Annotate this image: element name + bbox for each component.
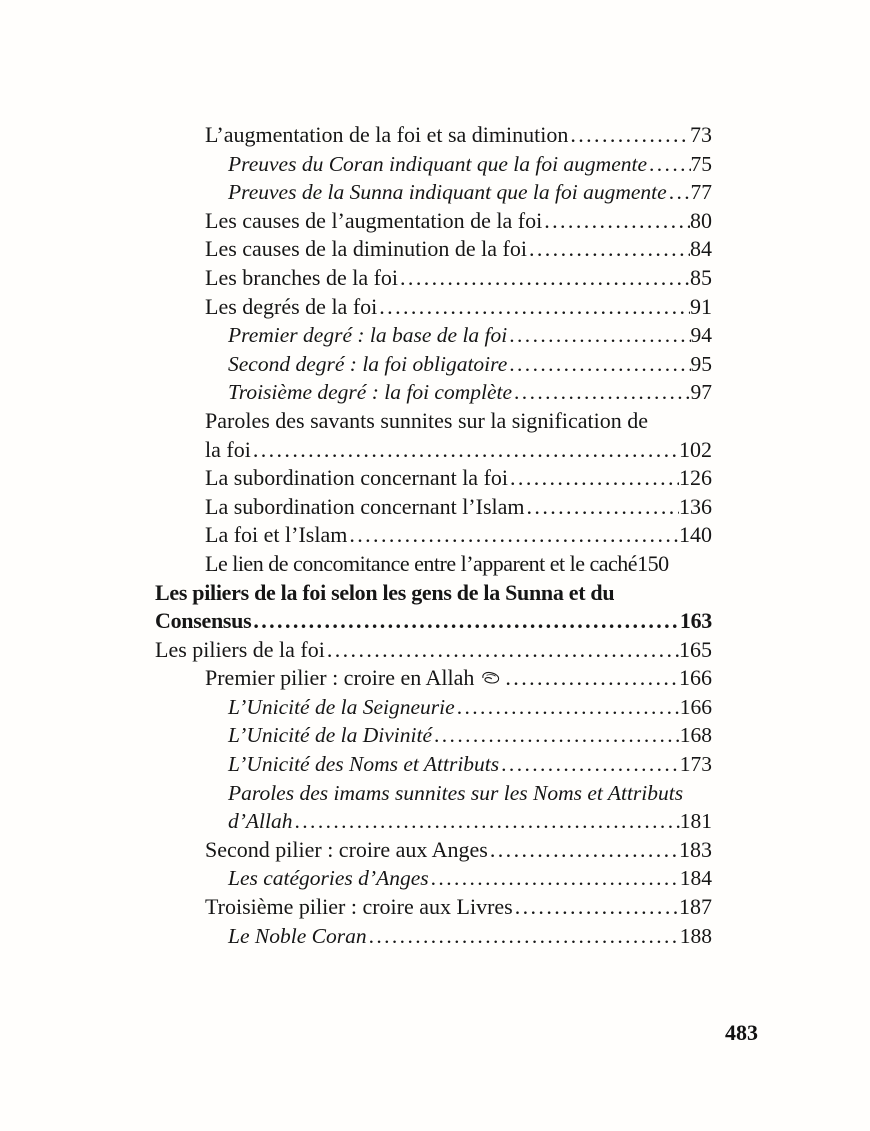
toc-entry[interactable] <box>155 664 712 693</box>
toc-entry[interactable] <box>155 922 712 951</box>
toc-entry-text: Les piliers de la foi selon les gens de la Sunna et du <box>155 579 615 605</box>
toc-entry-last-line <box>205 121 712 150</box>
toc-entry-text: Second pilier : croire aux Anges <box>205 836 488 862</box>
dot-leader <box>507 321 690 350</box>
toc-entry-text: Paroles des savants sunnites sur la signification de <box>205 407 648 433</box>
toc-entry-page-number: 95 <box>690 351 712 376</box>
toc-entry-text: Consensus <box>155 608 252 634</box>
toc-entry-text: Le lien de concomitance entre l’apparent et le caché <box>205 550 638 576</box>
toc-entry-last-line <box>205 493 712 522</box>
toc-entry[interactable] <box>155 779 712 836</box>
toc-entry-text: L’Unicité des Noms et Attributs <box>228 752 500 777</box>
toc-entry-text: Les piliers de la foi <box>155 636 325 662</box>
toc-entry-text: Paroles des imams sunnites sur les Noms et Attributs <box>228 780 684 805</box>
toc-entry[interactable] <box>155 178 712 207</box>
dot-leader <box>398 264 690 293</box>
toc-entry[interactable] <box>155 207 712 236</box>
toc-entry-page-number: 184 <box>679 866 712 891</box>
toc-entry[interactable] <box>155 407 712 464</box>
toc-entry-page-number: 94 <box>690 323 712 348</box>
toc-entry-last-line <box>205 235 712 264</box>
dot-leader <box>367 922 680 951</box>
dot-leader <box>508 464 679 493</box>
toc-entry[interactable] <box>155 235 712 264</box>
toc-entry-text: Les catégories d’Anges <box>228 866 429 891</box>
toc-entry-page-number: 188 <box>679 923 712 948</box>
toc-entry-text: d’Allah <box>228 809 293 834</box>
dot-leader <box>542 207 690 236</box>
toc-entry-last-line <box>228 178 712 207</box>
toc-entry-page-number: 166 <box>679 694 712 719</box>
dot-leader <box>488 836 679 865</box>
toc-entry-text: Second degré : la foi obligatoire <box>228 351 508 376</box>
toc-entry-page-number: 73 <box>690 122 712 147</box>
toc-entry[interactable] <box>155 864 712 893</box>
toc-entry-text: Troisième pilier : croire aux Livres <box>205 894 513 920</box>
dot-leader <box>507 350 690 379</box>
toc-entry-page-number: 75 <box>690 151 712 176</box>
toc-entry-page-number: 102 <box>679 436 712 462</box>
toc-entry-last-line <box>205 207 712 236</box>
toc-entry-text: La subordination concernant la foi <box>205 465 509 491</box>
dot-leader <box>667 178 691 207</box>
toc-entry-text: Les degrés de la foi <box>205 293 378 319</box>
toc-entry[interactable] <box>155 321 712 350</box>
toc-entry-page-number: 84 <box>690 236 712 262</box>
toc-entry-text: Premier degré : la base de la foi <box>228 323 508 348</box>
toc-entry-page-number: 187 <box>679 894 712 920</box>
toc-entry-last-line <box>228 350 712 379</box>
toc-entry[interactable] <box>155 721 712 750</box>
toc-entry-page-number: 168 <box>679 723 712 748</box>
dot-leader <box>251 436 679 465</box>
toc-entry-text: la foi <box>205 436 251 462</box>
toc-entry-text: Les branches de la foi <box>205 264 399 290</box>
toc-entry-last-line <box>205 893 712 922</box>
toc-entry-last-line <box>228 321 712 350</box>
toc-entry-text: L’augmentation de la foi et sa diminution <box>205 122 569 147</box>
toc-entry[interactable] <box>155 693 712 722</box>
toc-entry[interactable] <box>155 836 712 865</box>
toc-entry-text: Les causes de la diminution de la foi <box>205 236 527 262</box>
toc-entry-text: Les causes de l’augmentation de la foi <box>205 207 543 233</box>
dot-leader <box>429 864 680 893</box>
dot-leader <box>568 121 690 150</box>
toc-entry[interactable] <box>155 121 712 150</box>
toc-entry-text: Premier pilier : croire en Allah <box>205 665 475 691</box>
table-of-contents <box>155 121 712 950</box>
toc-entry[interactable] <box>155 750 712 779</box>
dot-leader <box>527 235 690 264</box>
toc-entry-page-number: 77 <box>690 180 712 205</box>
toc-entry-text: La foi et l’Islam <box>205 522 348 548</box>
toc-entry-last-line <box>205 293 712 322</box>
toc-entry-last-line <box>205 664 712 693</box>
toc-entry-page-number: 166 <box>679 665 712 691</box>
toc-entry-last-line <box>228 378 712 407</box>
toc-entry[interactable] <box>155 636 712 665</box>
toc-entry-page-number: 150 <box>637 550 669 576</box>
dot-leader <box>377 293 690 322</box>
toc-entry[interactable] <box>155 150 712 179</box>
allah-honorific-calligraphy-icon <box>480 664 501 693</box>
toc-entry-text: L’Unicité de la Divinité <box>228 723 432 748</box>
toc-entry-last-line <box>205 550 712 579</box>
toc-entry[interactable] <box>155 521 712 550</box>
toc-entry-last-line <box>205 436 712 465</box>
toc-entry-page-number: 91 <box>690 293 712 319</box>
toc-entry-page-number: 163 <box>679 608 712 634</box>
dot-leader <box>503 664 679 693</box>
toc-entry-last-line <box>228 807 712 836</box>
toc-entry-page-number: 80 <box>690 207 712 233</box>
toc-entry-last-line <box>228 721 712 750</box>
dot-leader <box>647 150 691 179</box>
toc-entry-last-line <box>205 264 712 293</box>
toc-entry-page-number: 85 <box>690 264 712 290</box>
dot-leader <box>513 893 679 922</box>
toc-entry[interactable] <box>155 464 712 493</box>
toc-entry[interactable] <box>155 893 712 922</box>
toc-entry-last-line <box>205 464 712 493</box>
toc-entry-page-number: 181 <box>679 809 712 834</box>
dot-leader <box>432 721 680 750</box>
toc-entry[interactable] <box>155 579 712 636</box>
toc-entry-last-line <box>205 836 712 865</box>
dot-leader <box>347 521 679 550</box>
dot-leader <box>499 750 680 779</box>
toc-entry-last-line <box>155 607 712 636</box>
dot-leader <box>512 378 690 407</box>
toc-entry-text: Preuves du Coran indiquant que la foi augmente <box>228 151 647 176</box>
toc-entry-text: Preuves de la Sunna indiquant que la foi augmente <box>228 180 667 205</box>
toc-entry-last-line <box>228 150 712 179</box>
toc-entry-page-number: 136 <box>679 493 712 519</box>
toc-entry-page-number: 140 <box>679 522 712 548</box>
toc-entry-text: Troisième degré : la foi complète <box>228 380 513 405</box>
toc-entry-page-number: 126 <box>679 465 712 491</box>
toc-entry-text: La subordination concernant l’Islam <box>205 493 525 519</box>
toc-entry[interactable] <box>155 350 712 379</box>
toc-entry-last-line <box>228 693 712 722</box>
toc-entry-last-line <box>228 864 712 893</box>
toc-entry-page-number: 165 <box>679 636 712 662</box>
toc-entry-last-line <box>228 750 712 779</box>
toc-entry-text: Le Noble Coran <box>228 923 367 948</box>
toc-entry-last-line <box>205 521 712 550</box>
toc-entry[interactable] <box>155 378 712 407</box>
toc-entry-page-number: 97 <box>690 380 712 405</box>
toc-entry-page-number: 173 <box>679 752 712 777</box>
toc-entry-text: L’Unicité de la Seigneurie <box>228 694 455 719</box>
toc-entry-page-number: 183 <box>679 836 712 862</box>
toc-entry[interactable] <box>155 550 712 579</box>
toc-entry[interactable] <box>155 264 712 293</box>
toc-entry-last-line <box>155 636 712 665</box>
dot-leader <box>293 807 680 836</box>
dot-leader <box>251 607 680 636</box>
dot-leader <box>325 636 679 665</box>
toc-entry[interactable] <box>155 293 712 322</box>
toc-entry-last-line <box>228 922 712 951</box>
dot-leader <box>525 493 679 522</box>
page-number: 483 <box>725 1020 758 1045</box>
dot-leader <box>455 693 680 722</box>
toc-entry[interactable] <box>155 493 712 522</box>
